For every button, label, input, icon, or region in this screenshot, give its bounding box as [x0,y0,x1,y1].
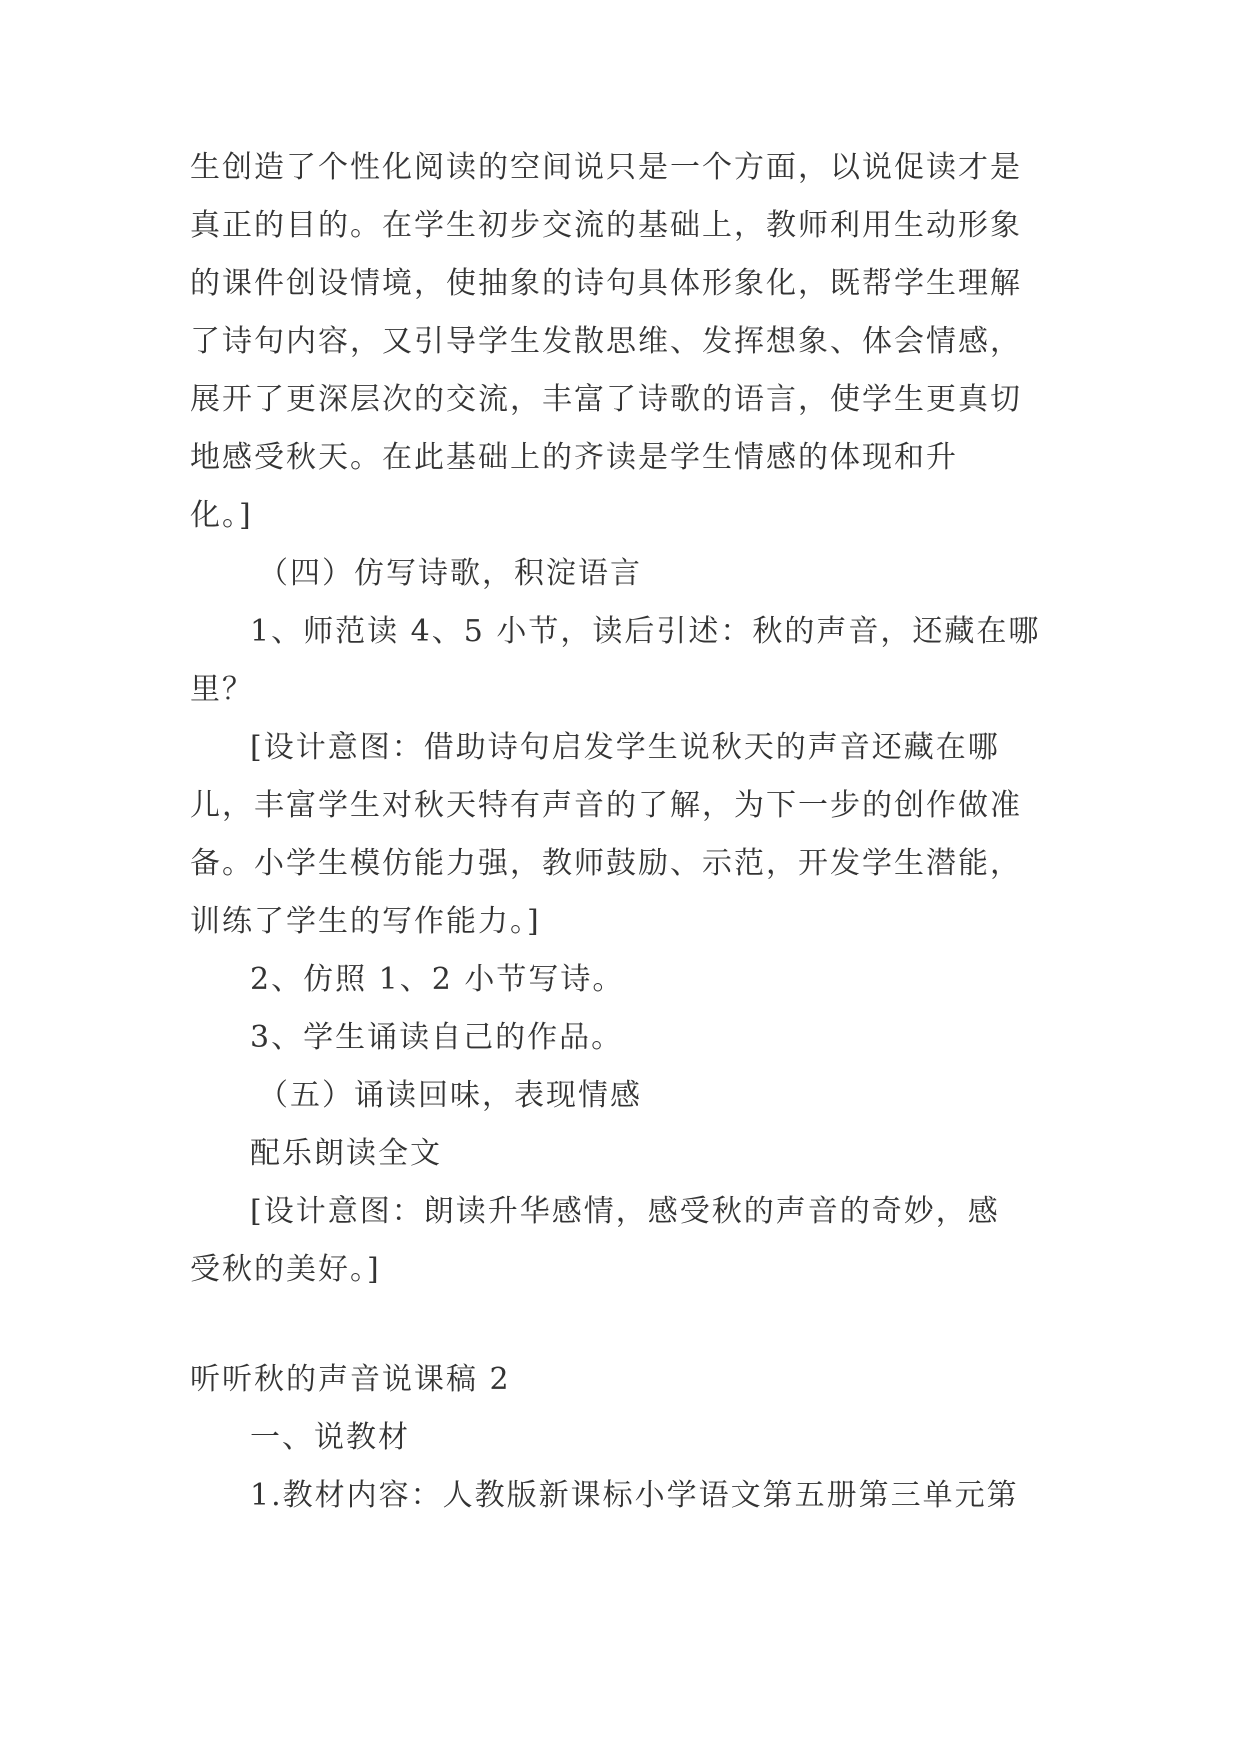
paragraph-line: 了诗句内容，又引导学生发散思维、发挥想象、体会情感， [190,324,1022,359]
paragraph-line: 受秋的美好。] [190,1252,381,1287]
paragraph-line: 备。小学生模仿能力强，教师鼓励、示范，开发学生潜能， [190,846,1022,881]
document-title: 听听秋的声音说课稿 2 [190,1362,511,1397]
paragraph-line: 展开了更深层次的交流，丰富了诗歌的语言，使学生更真切 [190,382,1022,417]
paragraph-line: 里？ [190,672,254,707]
paragraph-line: 真正的目的。在学生初步交流的基础上，教师利用生动形象 [190,208,1022,243]
section-heading: （四）仿写诗歌，积淀语言 [258,556,642,591]
paragraph-line: [设计意图：朗读升华感情，感受秋的声音的奇妙，感 [250,1194,1000,1229]
paragraph-line: 化。] [190,498,253,533]
section-heading: 一、说教材 [250,1420,410,1455]
section-heading: （五）诵读回味，表现情感 [258,1078,642,1113]
paragraph-line: 1.教材内容：人教版新课标小学语文第五册第三单元第 [250,1478,1019,1513]
paragraph-line: 儿，丰富学生对秋天特有声音的了解，为下一步的创作做准 [190,788,1022,823]
paragraph-line: 地感受秋天。在此基础上的齐读是学生情感的体现和升 [190,440,958,475]
paragraph-line: 3、学生诵读自己的作品。 [250,1020,624,1055]
paragraph-line: 训练了学生的写作能力。] [190,904,541,939]
paragraph-line: 1、师范读 4、5 小节，读后引述：秋的声音，还藏在哪 [250,614,1041,649]
paragraph-line: 生创造了个性化阅读的空间说只是一个方面，以说促读才是 [190,150,1022,185]
paragraph-line: 2、仿照 1、2 小节写诗。 [250,962,625,997]
paragraph-line: [设计意图：借助诗句启发学生说秋天的声音还藏在哪 [250,730,1000,765]
paragraph-line: 配乐朗读全文 [250,1136,442,1171]
paragraph-line: 的课件创设情境，使抽象的诗句具体形象化，既帮学生理解 [190,266,1022,301]
